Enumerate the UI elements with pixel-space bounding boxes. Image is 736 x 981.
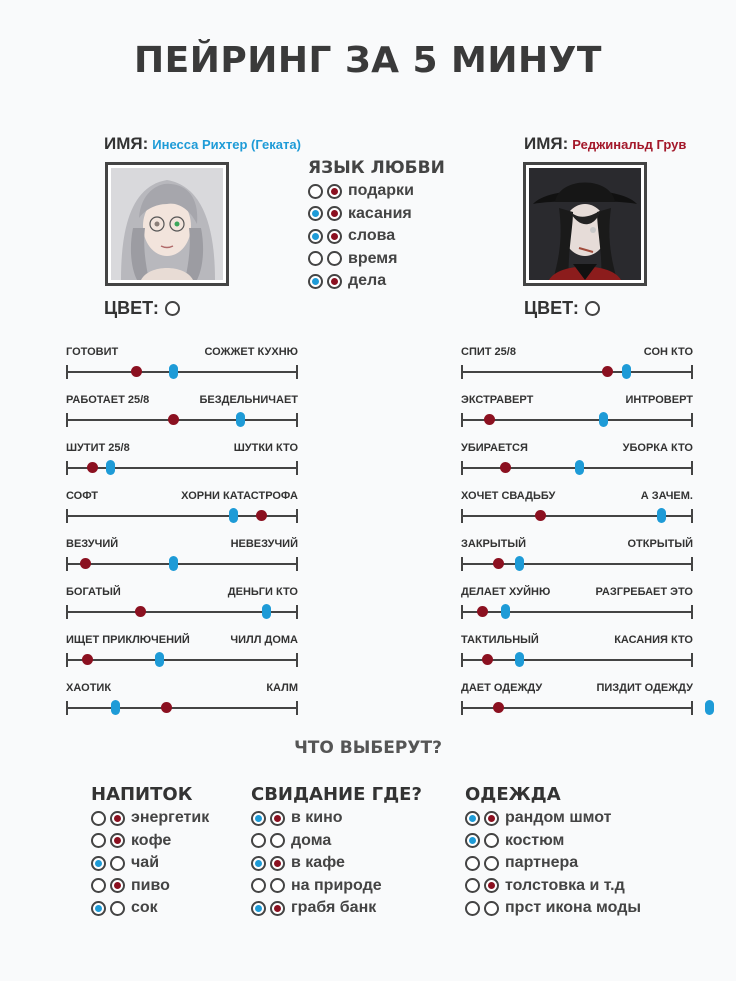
clothes-option[interactable] <box>465 830 641 853</box>
left-slider-marker-right-character[interactable] <box>80 558 91 569</box>
drink-check-right-character[interactable] <box>110 811 125 826</box>
clothes-title: ОДЕЖДА <box>465 784 561 805</box>
right-slider-left-label: УБИРАЕТСЯ <box>461 442 528 454</box>
right-slider-cap-right <box>691 461 693 475</box>
date-check-left-character[interactable] <box>251 833 266 848</box>
love-language-check-right-character[interactable] <box>327 206 342 221</box>
right-slider-left-label: ЭКСТРАВЕРТ <box>461 394 534 406</box>
left-slider-track[interactable] <box>66 467 298 469</box>
left-slider-left-label: СОФТ <box>66 490 98 502</box>
clothes-option-label: партнера <box>505 854 579 872</box>
left-slider-cap-right <box>296 365 298 379</box>
left-slider-left-label: ГОТОВИТ <box>66 346 119 358</box>
right-slider-cap-right <box>691 557 693 571</box>
left-slider[interactable] <box>66 682 298 730</box>
left-color-label: ЦВЕТ: <box>104 298 159 318</box>
right-slider-left-label: СПИТ 25/8 <box>461 346 516 358</box>
clothes-check-right-character[interactable] <box>484 856 499 871</box>
left-portrait <box>105 162 229 286</box>
right-slider-cap-right <box>691 653 693 667</box>
date-check-right-character[interactable] <box>270 901 285 916</box>
right-slider-right-label: ИНТРОВЕРТ <box>625 394 693 406</box>
clothes-option-checks <box>465 878 499 893</box>
left-slider-right-label: КАЛМ <box>266 682 298 694</box>
drink-check-left-character[interactable] <box>91 856 106 871</box>
clothes-section <box>465 784 641 920</box>
left-slider-marker-left-character[interactable] <box>169 556 178 571</box>
drink-check-left-character[interactable] <box>91 811 106 826</box>
left-slider-right-label: БЕЗДЕЛЬНИЧАЕТ <box>199 394 298 406</box>
left-slider[interactable] <box>66 586 298 634</box>
right-slider[interactable] <box>461 538 693 586</box>
love-language-check-right-character[interactable] <box>327 229 342 244</box>
clothes-option[interactable] <box>465 852 641 875</box>
right-slider-right-label: А ЗАЧЕМ. <box>640 490 693 502</box>
clothes-option-checks <box>465 856 499 871</box>
left-slider[interactable] <box>66 394 298 442</box>
right-portrait-image <box>529 168 641 280</box>
drink-option-checks <box>91 856 125 871</box>
right-slider[interactable] <box>461 490 693 538</box>
left-sliders <box>66 346 298 730</box>
right-sliders <box>461 346 693 730</box>
drink-options <box>91 807 209 920</box>
love-language-check-left-character[interactable] <box>308 229 323 244</box>
right-slider-track[interactable] <box>461 611 693 613</box>
love-language-option-label: время <box>348 249 398 267</box>
love-language-option[interactable] <box>308 180 445 203</box>
right-slider-right-label: КАСАНИЯ КТО <box>614 634 693 646</box>
left-slider-right-label: НЕВЕЗУЧИЙ <box>230 538 298 550</box>
date-option[interactable] <box>251 830 422 853</box>
right-slider-marker-left-character[interactable] <box>657 508 666 523</box>
right-slider-left-label: ЗАКРЫТЫЙ <box>461 538 527 550</box>
date-check-left-character[interactable] <box>251 901 266 916</box>
right-slider-left-label: ХОЧЕТ СВАДЬБУ <box>461 490 556 502</box>
love-language-option-checks <box>308 206 342 221</box>
left-slider-marker-left-character[interactable] <box>106 460 115 475</box>
left-slider-marker-right-character[interactable] <box>161 702 172 713</box>
right-slider-track[interactable] <box>461 659 693 661</box>
clothes-option-checks <box>465 811 499 826</box>
clothes-options <box>465 807 641 920</box>
left-slider-left-label: РАБОТАЕТ 25/8 <box>66 394 150 406</box>
love-language-check-left-character[interactable] <box>308 274 323 289</box>
left-name-row <box>104 134 301 154</box>
left-slider-marker-right-character[interactable] <box>131 366 142 377</box>
left-slider[interactable] <box>66 490 298 538</box>
left-slider-left-label: ВЕЗУЧИЙ <box>66 538 119 550</box>
clothes-check-left-character[interactable] <box>465 878 480 893</box>
page-title: ПЕЙРИНГ ЗА 5 МИНУТ <box>134 40 602 81</box>
right-portrait <box>523 162 647 286</box>
left-slider[interactable] <box>66 442 298 490</box>
clothes-check-right-character[interactable] <box>484 811 499 826</box>
right-slider-cap-left <box>461 413 463 427</box>
love-language-option[interactable] <box>308 248 445 271</box>
right-slider[interactable] <box>461 442 693 490</box>
clothes-check-right-character[interactable] <box>484 878 499 893</box>
right-slider-cap-left <box>461 509 463 523</box>
love-language-check-right-character[interactable] <box>327 251 342 266</box>
left-slider-cap-left <box>66 365 68 379</box>
date-option-checks <box>251 811 285 826</box>
love-language-check-right-character[interactable] <box>327 274 342 289</box>
left-slider-left-label: ХАОТИК <box>66 682 112 694</box>
right-slider-cap-right <box>691 365 693 379</box>
left-slider[interactable] <box>66 634 298 682</box>
drink-option-checks <box>91 833 125 848</box>
date-option-label: на природе <box>291 876 382 894</box>
love-language-option-label: подарки <box>348 182 414 200</box>
right-slider-track[interactable] <box>461 371 693 373</box>
love-language-option-checks <box>308 184 342 199</box>
right-slider-cap-left <box>461 605 463 619</box>
drink-option[interactable] <box>91 830 209 853</box>
left-slider-marker-right-character[interactable] <box>135 606 146 617</box>
love-language-option-label: дела <box>348 272 387 290</box>
date-option-label: в кафе <box>291 854 345 872</box>
left-slider-track[interactable] <box>66 563 298 565</box>
right-slider-cap-left <box>461 365 463 379</box>
love-language-option[interactable] <box>308 203 445 226</box>
right-name-row <box>524 134 686 154</box>
right-slider-marker-right-character[interactable] <box>493 558 504 569</box>
left-slider-marker-left-character[interactable] <box>155 652 164 667</box>
left-slider-marker-right-character[interactable] <box>256 510 267 521</box>
right-slider-marker-left-character[interactable] <box>575 460 584 475</box>
right-slider[interactable] <box>461 634 693 682</box>
clothes-option[interactable] <box>465 897 641 920</box>
left-slider-marker-right-character[interactable] <box>168 414 179 425</box>
right-slider-marker-right-character[interactable] <box>477 606 488 617</box>
right-slider-left-label: ДЕЛАЕТ ХУЙНЮ <box>461 586 551 598</box>
drink-option-label: энергетик <box>131 809 210 827</box>
left-slider-cap-right <box>296 557 298 571</box>
left-slider-marker-right-character[interactable] <box>87 462 98 473</box>
date-option-label: дома <box>291 831 332 849</box>
right-slider-cap-left <box>461 461 463 475</box>
love-language-option-checks <box>308 229 342 244</box>
love-language-option[interactable] <box>308 270 445 293</box>
date-check-right-character[interactable] <box>270 811 285 826</box>
left-slider-cap-left <box>66 413 68 427</box>
drink-option[interactable] <box>91 875 209 898</box>
right-color-row <box>524 298 600 319</box>
right-slider-cap-right <box>691 701 693 715</box>
left-slider-left-label: ИЩЕТ ПРИКЛЮЧЕНИЙ <box>66 634 190 646</box>
left-slider-marker-left-character[interactable] <box>236 412 245 427</box>
drink-check-right-character[interactable] <box>110 856 125 871</box>
clothes-check-right-character[interactable] <box>484 833 499 848</box>
right-slider-marker-right-character[interactable] <box>484 414 495 425</box>
date-check-right-character[interactable] <box>270 856 285 871</box>
drink-option-checks <box>91 901 125 916</box>
left-slider-cap-left <box>66 653 68 667</box>
right-slider-left-label: ДАЕТ ОДЕЖДУ <box>461 682 543 694</box>
left-slider-marker-left-character[interactable] <box>169 364 178 379</box>
right-slider-track[interactable] <box>461 419 693 421</box>
right-slider-right-label: УБОРКА КТО <box>622 442 693 454</box>
love-language <box>308 158 445 293</box>
love-language-check-left-character[interactable] <box>308 184 323 199</box>
left-slider-cap-right <box>296 509 298 523</box>
love-language-options <box>308 180 445 293</box>
right-slider[interactable] <box>461 394 693 442</box>
drink-check-left-character[interactable] <box>91 901 106 916</box>
drink-section <box>91 784 209 920</box>
date-section <box>251 784 422 920</box>
love-language-check-left-character[interactable] <box>308 206 323 221</box>
date-option[interactable] <box>251 875 422 898</box>
right-slider-marker-right-character[interactable] <box>500 462 511 473</box>
love-language-option-checks <box>308 251 342 266</box>
left-slider-left-label: БОГАТЫЙ <box>66 586 121 598</box>
left-slider-right-label: СОЖЖЕТ КУХНЮ <box>204 346 298 358</box>
left-slider-track[interactable] <box>66 419 298 421</box>
left-slider-track[interactable] <box>66 707 298 709</box>
drink-option-label: чай <box>131 854 160 872</box>
clothes-option-label: прст икона моды <box>505 899 642 917</box>
date-title: СВИДАНИЕ ГДЕ? <box>251 784 422 805</box>
drink-check-right-character[interactable] <box>110 901 125 916</box>
date-check-left-character[interactable] <box>251 811 266 826</box>
clothes-check-left-character[interactable] <box>465 833 480 848</box>
love-language-check-left-character[interactable] <box>308 251 323 266</box>
left-slider-marker-left-character[interactable] <box>111 700 120 715</box>
right-slider-marker-right-character[interactable] <box>535 510 546 521</box>
drink-check-left-character[interactable] <box>91 878 106 893</box>
clothes-check-left-character[interactable] <box>465 811 480 826</box>
right-slider-cap-right <box>691 605 693 619</box>
date-option[interactable] <box>251 807 422 830</box>
left-slider-cap-right <box>296 701 298 715</box>
love-language-option-checks <box>308 274 342 289</box>
drink-option-label: кофе <box>131 831 172 849</box>
right-name-value: Реджинальд Грув <box>572 137 687 152</box>
right-color-radio[interactable] <box>585 301 600 316</box>
left-slider-right-label: ЧИЛЛ ДОМА <box>230 634 298 646</box>
right-slider-marker-left-character[interactable] <box>705 700 714 715</box>
left-slider-right-label: ДЕНЬГИ КТО <box>227 586 298 598</box>
left-slider[interactable] <box>66 538 298 586</box>
right-slider-marker-right-character[interactable] <box>602 366 613 377</box>
drink-check-right-character[interactable] <box>110 833 125 848</box>
left-slider[interactable] <box>66 346 298 394</box>
left-slider-marker-left-character[interactable] <box>229 508 238 523</box>
right-slider-marker-right-character[interactable] <box>493 702 504 713</box>
love-language-check-right-character[interactable] <box>327 184 342 199</box>
date-check-right-character[interactable] <box>270 878 285 893</box>
right-slider[interactable] <box>461 682 693 730</box>
date-option[interactable] <box>251 852 422 875</box>
right-slider-marker-left-character[interactable] <box>622 364 631 379</box>
choose-title: ЧТО ВЫБЕРУТ? <box>294 738 442 758</box>
drink-option-checks <box>91 878 125 893</box>
right-slider-right-label: РАЗГРЕБАЕТ ЭТО <box>595 586 693 598</box>
drink-check-left-character[interactable] <box>91 833 106 848</box>
clothes-option-checks <box>465 833 499 848</box>
drink-option-label: пиво <box>131 876 170 894</box>
date-option-checks <box>251 878 285 893</box>
left-slider-cap-left <box>66 605 68 619</box>
left-name-label: ИМЯ: <box>104 134 149 153</box>
clothes-check-left-character[interactable] <box>465 901 480 916</box>
right-slider[interactable] <box>461 586 693 634</box>
left-slider-cap-left <box>66 701 68 715</box>
date-option-label: в кино <box>291 809 343 827</box>
left-slider-track[interactable] <box>66 371 298 373</box>
left-slider-left-label: ШУТИТ 25/8 <box>66 442 130 454</box>
right-name-label: ИМЯ: <box>524 134 569 153</box>
right-slider-right-label: ПИЗДИТ ОДЕЖДУ <box>596 682 693 694</box>
right-slider-marker-left-character[interactable] <box>515 556 524 571</box>
right-color-label: ЦВЕТ: <box>524 298 579 318</box>
left-slider-cap-left <box>66 509 68 523</box>
left-portrait-image <box>111 168 223 280</box>
date-option-label: грабя банк <box>291 899 377 917</box>
date-option-checks <box>251 856 285 871</box>
love-language-option-label: слова <box>348 227 396 245</box>
right-slider-cap-right <box>691 509 693 523</box>
left-slider-cap-right <box>296 653 298 667</box>
love-language-option-label: касания <box>348 204 412 222</box>
drink-option[interactable] <box>91 897 209 920</box>
left-slider-cap-right <box>296 605 298 619</box>
drink-check-right-character[interactable] <box>110 878 125 893</box>
left-slider-marker-left-character[interactable] <box>262 604 271 619</box>
right-slider-marker-left-character[interactable] <box>501 604 510 619</box>
drink-title: НАПИТОК <box>91 784 193 805</box>
date-option[interactable] <box>251 897 422 920</box>
clothes-option-label: рандом шмот <box>505 809 612 827</box>
right-slider-cap-left <box>461 557 463 571</box>
date-check-left-character[interactable] <box>251 878 266 893</box>
date-check-right-character[interactable] <box>270 833 285 848</box>
date-option-checks <box>251 901 285 916</box>
clothes-option[interactable] <box>465 807 641 830</box>
love-language-option[interactable] <box>308 225 445 248</box>
left-slider-track[interactable] <box>66 659 298 661</box>
clothes-option-label: костюм <box>505 831 565 849</box>
drink-option[interactable] <box>91 852 209 875</box>
left-slider-cap-right <box>296 413 298 427</box>
right-slider-marker-right-character[interactable] <box>482 654 493 665</box>
left-color-row <box>104 298 180 319</box>
left-slider-cap-left <box>66 557 68 571</box>
left-slider-right-label: ШУТКИ КТО <box>233 442 298 454</box>
date-option-checks <box>251 833 285 848</box>
drink-option-label: сок <box>131 899 158 917</box>
right-slider[interactable] <box>461 346 693 394</box>
clothes-option-label: толстовка и т.д <box>505 876 625 894</box>
right-slider-cap-left <box>461 701 463 715</box>
right-slider-right-label: СОН КТО <box>643 346 693 358</box>
clothes-option-checks <box>465 901 499 916</box>
right-slider-left-label: ТАКТИЛЬНЫЙ <box>461 634 539 646</box>
clothes-option[interactable] <box>465 875 641 898</box>
clothes-check-right-character[interactable] <box>484 901 499 916</box>
right-slider-marker-left-character[interactable] <box>599 412 608 427</box>
right-slider-cap-left <box>461 653 463 667</box>
drink-option-checks <box>91 811 125 826</box>
right-slider-right-label: ОТКРЫТЫЙ <box>627 538 693 550</box>
clothes-check-left-character[interactable] <box>465 856 480 871</box>
drink-option[interactable] <box>91 807 209 830</box>
right-slider-marker-left-character[interactable] <box>515 652 524 667</box>
date-check-left-character[interactable] <box>251 856 266 871</box>
date-options <box>251 807 422 920</box>
love-language-title: ЯЗЫК ЛЮБВИ <box>308 158 445 178</box>
left-slider-right-label: ХОРНИ КАТАСТРОФА <box>181 490 298 502</box>
left-name-value: Инесса Рихтер (Геката) <box>152 137 301 152</box>
left-color-radio[interactable] <box>165 301 180 316</box>
right-slider-cap-right <box>691 413 693 427</box>
left-slider-cap-left <box>66 461 68 475</box>
left-slider-marker-right-character[interactable] <box>82 654 93 665</box>
left-slider-cap-right <box>296 461 298 475</box>
